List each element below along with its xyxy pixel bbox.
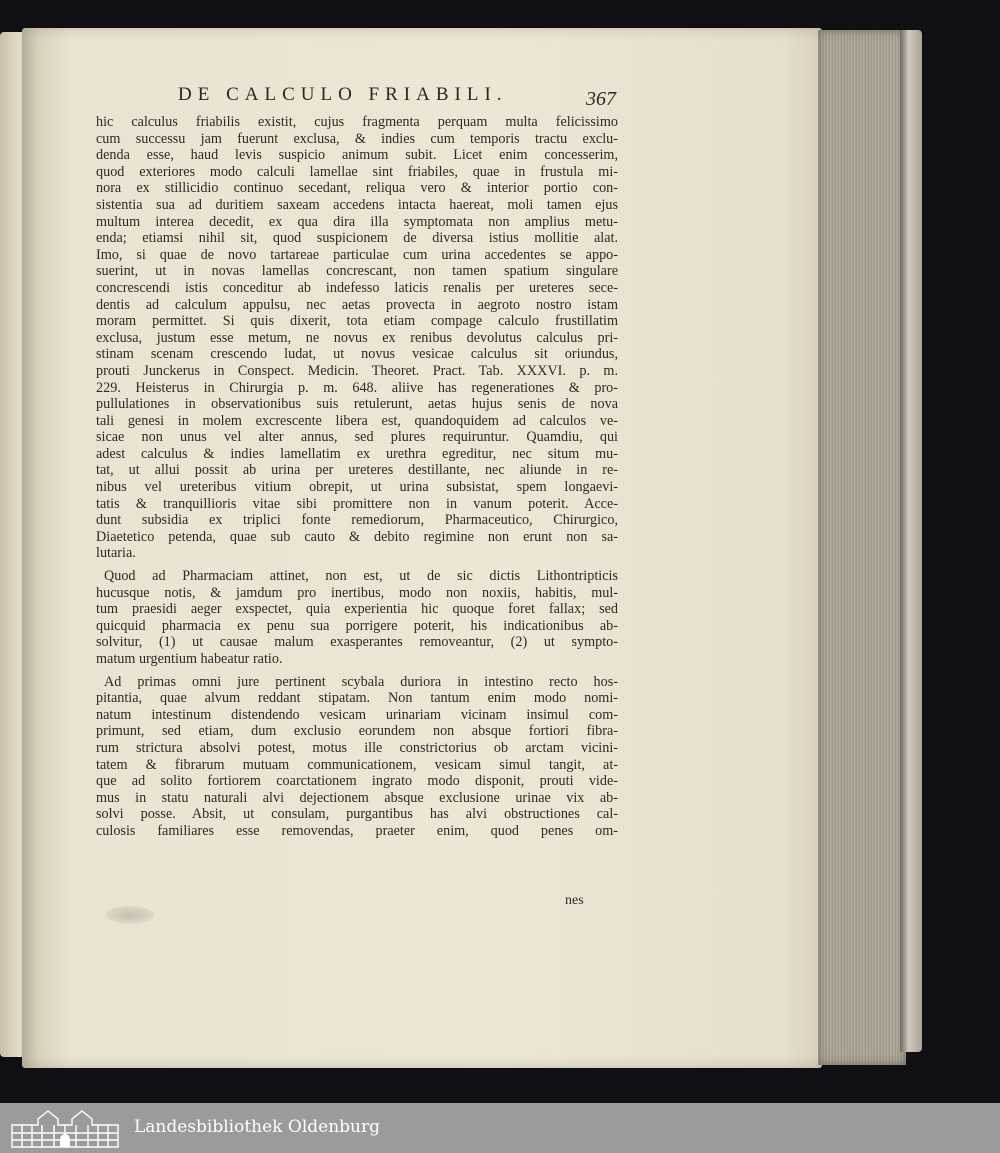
text-line: nora ex stillicidio continuo secedant, reliqua vero & interior portio con- bbox=[96, 180, 618, 197]
text-line: que ad solito fortiorem coarctationem ingrato modo disponit, prouti vide- bbox=[96, 773, 618, 790]
text-line: tum praesidi aeger exspectet, quia experientia hic quoque foret fallax; sed bbox=[96, 601, 618, 618]
text-line: quod exteriores modo calculi lamellae sint friabiles, quae in frustula mi- bbox=[96, 163, 618, 180]
text-line: denda esse, haud levis suspicio animum subit. Licet enim concesserim, bbox=[96, 147, 618, 164]
text-line: enda; etiamsi nihil sit, quod suspicionem de diversa istius mollitie alat. bbox=[96, 230, 618, 247]
text-line: Diaetetico petenda, quae sub cauto & debito regimine non erunt non sa- bbox=[96, 528, 618, 545]
text-line: multum interea decedit, ex qua dira illa symptomata non amplius metu- bbox=[96, 213, 618, 230]
text-line: dentis ad calculum appulsu, nec aetas provecta in aegroto nostro istam bbox=[96, 296, 618, 313]
text-line: quicquid pharmacia ex penu sua porrigere poterit, his indicationibus ab- bbox=[96, 617, 618, 634]
page-block-edges bbox=[818, 30, 906, 1065]
text-line: concrescendi istis conceditur ab indefesso laticis renalis per ureteres sece- bbox=[96, 279, 618, 296]
paragraph-1 bbox=[96, 114, 618, 562]
text-line: pullulationes in observationibus suis retulerunt, aetas hujus senis de nova bbox=[96, 396, 618, 413]
catchword: nes bbox=[565, 893, 584, 908]
text-line: tatis & tranquillioris vitae sibi promittere non in vanum poterit. Acce- bbox=[96, 495, 618, 512]
text-line: suerint, ut in novas lamellas concrescant, non tamen spatium singulare bbox=[96, 263, 618, 280]
library-name: Landesbibliothek Oldenburg bbox=[134, 1117, 381, 1137]
text-line: rum strictura absolvi potest, motus ille constrictorius ob arctam vicini- bbox=[96, 739, 618, 756]
footer-bar bbox=[0, 1103, 1000, 1153]
page-number: 367 bbox=[586, 88, 616, 110]
text-line: solvitur, (1) ut causae malum exasperantes removeantur, (2) ut sympto- bbox=[96, 634, 618, 651]
text-line: Quod ad Pharmaciam attinet, non est, ut de sic dictis Lithontripticis bbox=[104, 568, 618, 585]
text-line: Ad primas omni jure pertinent scybala duriora in intestino recto hos- bbox=[104, 673, 618, 690]
text-line: 229. Heisterus in Chirurgia p. m. 648. aliive has regenerationes & pro- bbox=[96, 379, 618, 396]
text-line: mus in statu naturali alvi dejectionem absque exclusione urinae vix ab- bbox=[96, 789, 618, 806]
text-line: exclusa, justum esse metum, ne novus ex renibus devolutus calculus pri- bbox=[96, 329, 618, 346]
paragraph-2 bbox=[96, 568, 618, 668]
back-cover-edge bbox=[900, 30, 922, 1052]
text-line: lutaria. bbox=[96, 545, 136, 562]
text-line: moram permittet. Si quis dixerit, tota etiam compage calculo frustillatim bbox=[96, 313, 618, 330]
text-line: sistentia sua ad duritiem saxeam accedens intacta haereat, moli tamen ejus bbox=[96, 196, 618, 213]
text-line: tat, ut allui possit ab urina per ureteres destillante, nec aliunde in re- bbox=[96, 462, 618, 479]
text-line: tali genesi in molem excrescente libera est, quandoquidem ad calculos ve- bbox=[96, 412, 618, 429]
text-line: stinam scenam crescendo ludat, ut novus vesicae calculus sit oriundus, bbox=[96, 346, 618, 363]
text-line: Imo, si quae de novo tartareae particulae cum urina accedentes se appo- bbox=[96, 246, 618, 263]
text-line: dunt subsidia ex triplici fonte remediorum, Pharmaceutico, Chirurgico, bbox=[96, 512, 618, 529]
running-header: DE CALCULO FRIABILI. bbox=[178, 84, 508, 105]
page-smudge bbox=[106, 906, 154, 924]
text-line: hucusque notis, & jamdum pro inertibus, modo non noxiis, habitis, mul- bbox=[96, 584, 618, 601]
text-line: adest calculus & indies lamellatim ex urethra egreditur, nec situm mu- bbox=[96, 445, 618, 462]
text-line: sicae non unus vel alter annus, sed plures requiruntur. Quamdiu, qui bbox=[96, 429, 618, 446]
text-line: nibus vel ureteribus vitium obrepit, ut urina subsistat, spem longaevi- bbox=[96, 479, 618, 496]
library-building-icon bbox=[8, 1107, 122, 1149]
text-line: hic calculus friabilis existit, cujus fragmenta perquam multa felicissimo bbox=[96, 114, 618, 130]
text-line: natum intestinum distendendo vesicam urinariam vicinam insimul com- bbox=[96, 706, 618, 723]
paragraph-3 bbox=[96, 674, 618, 840]
text-line: tatem & fibrarum mutuam communicationem, vesicam simul tangit, at- bbox=[96, 756, 618, 773]
body-text bbox=[96, 114, 618, 840]
text-line: matum urgentium habeatur ratio. bbox=[96, 651, 283, 667]
text-line: solvi posse. Absit, ut consulam, purgantibus has alvi obstructiones cal- bbox=[96, 806, 618, 823]
text-line: pitantia, quae alvum reddant stipatam. Non tantum enim modo nomi- bbox=[96, 690, 618, 707]
text-line: culosis familiares esse removendas, praeter enim, quod penes om- bbox=[96, 822, 618, 839]
text-line: prouti Junckerus in Conspect. Medicin. Theoret. Pract. Tab. XXXVI. p. m. bbox=[96, 362, 618, 379]
text-line: primunt, sed etiam, dum exclusio eorundem non absque fortiori fibra- bbox=[96, 723, 618, 740]
text-line: cum successu jam fuerunt exclusa, & indies cum temporis tractu exclu- bbox=[96, 130, 618, 147]
